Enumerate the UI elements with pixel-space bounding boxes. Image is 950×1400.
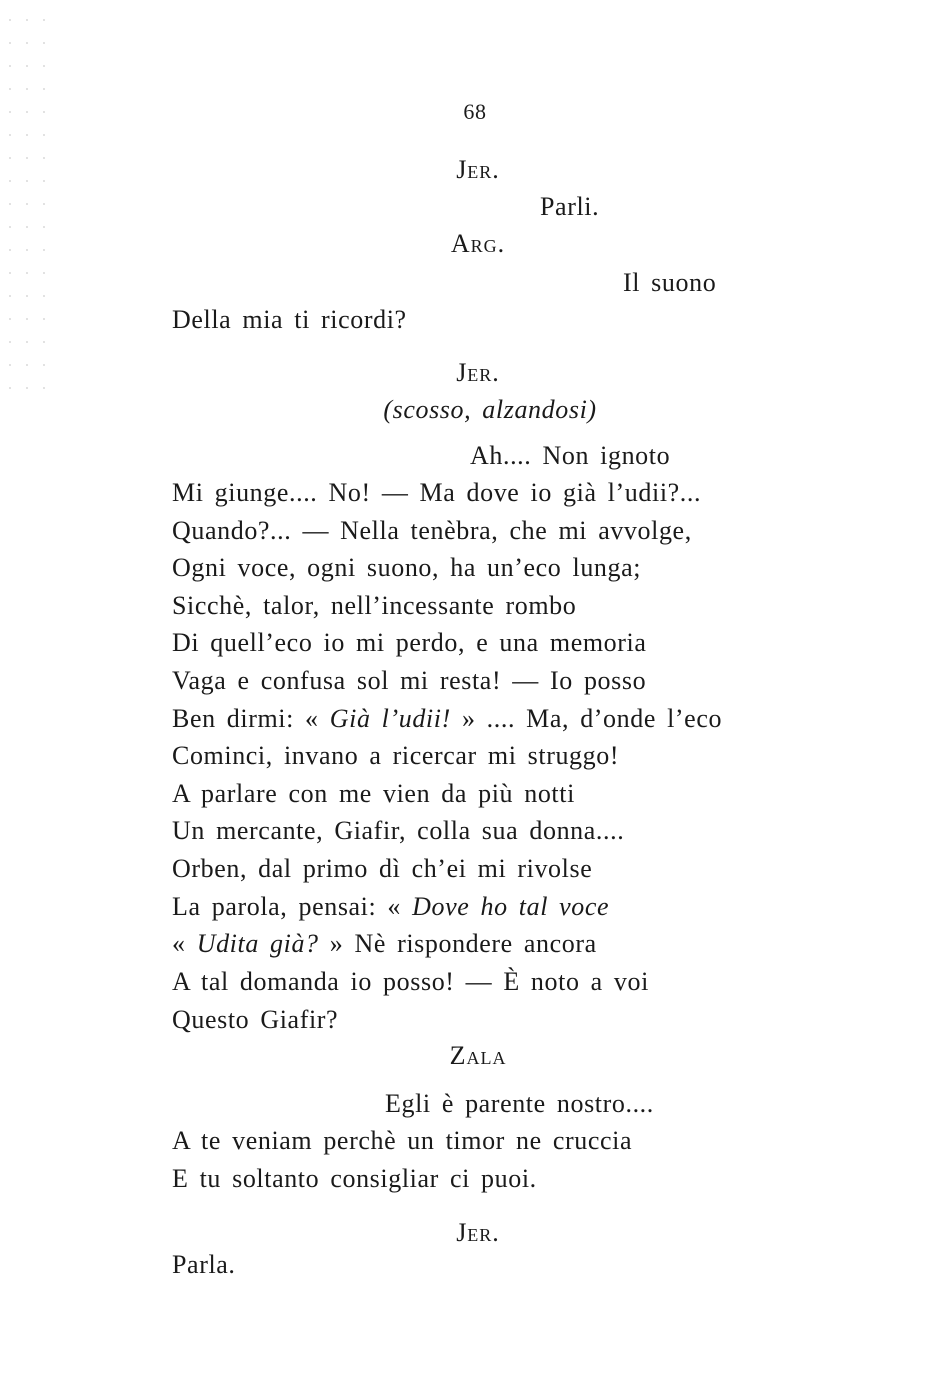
speaker-jer: Jer. [456,358,500,387]
verse-line [172,704,722,734]
verse-line: Parla. [172,1250,236,1279]
verse-line: Questo Giafir? [172,1005,339,1034]
verse-line: Mi giunge.... No! — Ma dove io già l’udii?... [172,478,702,507]
verse-line: Il suono [623,268,717,297]
verse-line: Di quell’eco io mi perdo, e una memoria [172,628,647,657]
quote: Già l’udii! [329,704,451,733]
verse-line: Parli. [540,192,600,221]
verse-line [172,929,597,959]
quote: Udita già? [196,929,319,958]
verse-line: Cominci, invano a ricercar mi struggo! [172,741,620,770]
verse-line: Orben, dal primo dì ch’ei mi rivolse [172,854,593,883]
verse-line: Vaga e confusa sol mi resta! — Io posso [172,666,647,695]
verse-line: Ah.... Non ignoto [470,441,671,470]
text: » Nè rispondere ancora [318,929,597,958]
speaker-arg: Arg. [450,229,506,258]
verse-line: Sicchè, talor, nell’incessante rombo [172,591,577,620]
text: « [172,929,197,958]
text: Ben dirmi: « [172,704,330,733]
speaker-jer: Jer. [456,1218,500,1247]
scan-speckle [0,0,60,400]
verse-line: A tal domanda io posso! — È noto a voi [172,967,649,996]
stage-direction: (scosso, alzandosi) [383,395,597,424]
verse-line: Della mia ti ricordi? [172,305,407,334]
speaker-zala: Zala [449,1041,507,1070]
verse-line: Egli è parente nostro.... [385,1089,654,1118]
verse-line: Ogni voce, ogni suono, ha un’eco lunga; [172,553,642,582]
text: La parola, pensai: « [172,892,413,921]
quote: Dove ho tal voce [412,892,610,921]
text: » .... Ma, d’onde l’eco [450,704,723,733]
verse-line: A te veniam perchè un timor ne cruccia [172,1126,633,1155]
verse-line: E tu soltanto consigliar ci puoi. [172,1164,537,1193]
verse-line: A parlare con me vien da più notti [172,779,575,808]
page-number: 68 [463,99,487,124]
verse-line: Un mercante, Giafir, colla sua donna.... [172,816,625,845]
speaker-jer: Jer. [456,155,500,184]
verse-line: Quando?... — Nella tenèbra, che mi avvolge, [172,516,692,545]
verse-line [172,892,609,922]
